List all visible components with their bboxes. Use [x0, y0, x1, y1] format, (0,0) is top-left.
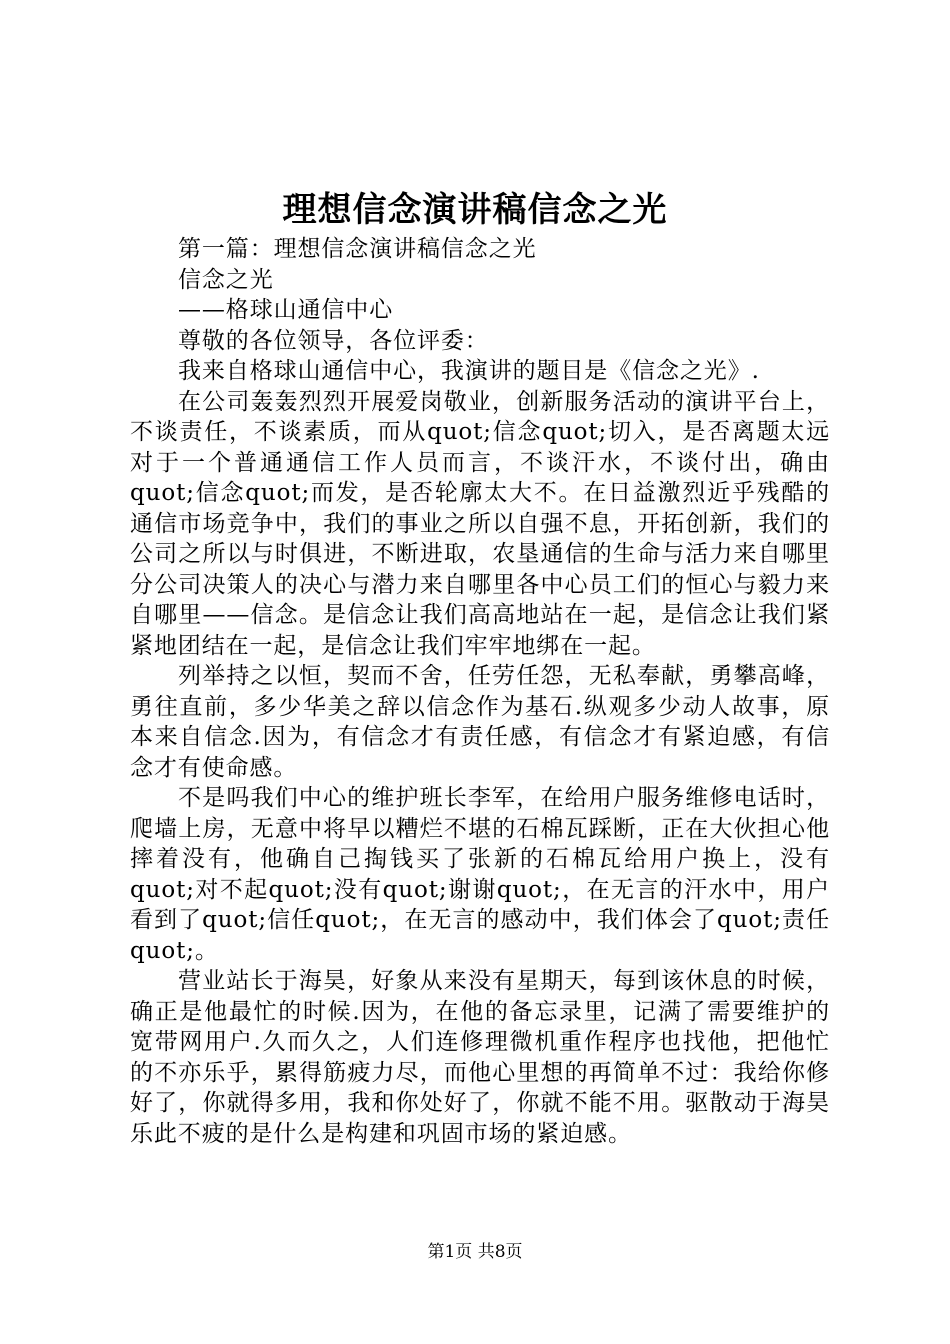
page-footer: 第1页 共8页 — [427, 1242, 523, 1262]
paragraph: 尊敬的各位领导，各位评委： — [178, 327, 489, 354]
paragraph: 列举持之以恒，契而不舍，任劳任怨，无私奉献，勇攀高峰，勇往直前，多少华美之辞以信念作为基石.纵观多少动人故事，原本来自信念.因为，有信念才有责任感，有信念才有紧迫感，有信念才有使命感。 — [130, 663, 830, 781]
paragraph: ——格球山通信中心 — [178, 297, 394, 323]
paragraph: 在公司轰轰烈烈开展爱岗敬业，创新服务活动的演讲平台上，不谈责任，不谈素质，而从quot;信念quot;切入，是否离题太远对于一个普通通信工作人员而言，不谈汗水，不谈付出，确由quot;信念quot;而发，是否轮廓太大不。在日益激烈近乎残酷的通信市场竞争中，我们的事业之所以自强不息，开拓创新，我们的公司之所以与时俱进，不断进取，农垦通信的生命与活力来自哪里分公司决策人的决心与潜力来自哪里各中心员工们的恒心与毅力来自哪里——信念。是信念让我们高高地站在一起，是信念让我们紧紧地团结在一起，是信念让我们牢牢地绑在一起。 — [130, 388, 830, 659]
document-title: 理想信念演讲稿信念之光 — [282, 190, 668, 230]
paragraph: 不是吗我们中心的维护班长李军，在给用户服务维修电话时，爬墙上房，无意中将早以糟烂不堪的石棉瓦踩断，正在大伙担心他摔着没有，他确自己掏钱买了张新的石棉瓦给用户换上，没有quot;对不起quot;没有quot;谢谢quot;，在无言的汗水中，用户看到了quot;信任quot;，在无言的感动中，我们体会了quot;责任quot;。 — [130, 785, 830, 964]
paragraph: 营业站长于海昊，好象从来没有星期天，每到该休息的时候，确正是他最忙的时候.因为，在他的备忘录里，记满了需要维护的宽带网用户.久而久之，人们连修理微机重作程序也找他，把他忙的不亦乐乎，累得筋疲力尽，而他心里想的再简单不过：我给你修好了，你就得多用，我和你处好了，你就不能不用。驱散动于海昊乐此不疲的是什么是构建和巩固市场的紧迫感。 — [130, 968, 830, 1147]
paragraph: 信念之光 — [178, 266, 274, 293]
paragraph: 我来自格球山通信中心，我演讲的题目是《信念之光》. — [178, 358, 760, 384]
document-body — [130, 234, 830, 1149]
paragraph: 第一篇：理想信念演讲稿信念之光 — [178, 236, 537, 262]
